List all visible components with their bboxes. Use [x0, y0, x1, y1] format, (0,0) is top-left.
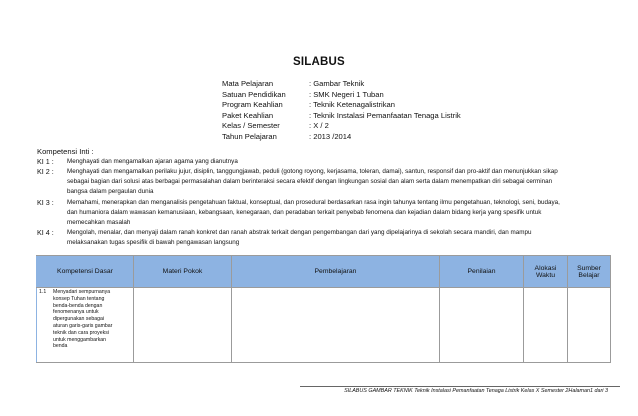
- kd-line: Menyadari sempurnanya: [53, 289, 111, 295]
- meta-row: [222, 79, 461, 90]
- kd-line: konsep Tuhan tentang: [53, 295, 105, 302]
- table-row: [37, 288, 611, 363]
- ki-4: [37, 228, 607, 248]
- kd-line: benda: [53, 343, 68, 350]
- cell-alokasi-waktu: [524, 288, 568, 363]
- ki-1: [37, 157, 607, 167]
- meta-row: [222, 132, 461, 143]
- ki-code: KI 3 :: [37, 198, 54, 207]
- meta-value: : Teknik Ketenagalistrikan: [309, 100, 395, 109]
- meta-value: : 2013 /2014: [309, 131, 352, 141]
- ki-line: memecahkan masalah: [67, 219, 131, 227]
- cell-sumber-belajar: [568, 288, 611, 363]
- meta-block: [222, 79, 461, 142]
- ki-line: Memahami, menerapkan dan menganalisis pengetahuan faktual, konseptual, dan prosedural berdasarkan rasa ingin tahunya tentang ilmu pengetahuan, teknologi, seni, budaya,: [67, 199, 560, 206]
- header-sumber-line1: Sumber: [577, 264, 601, 272]
- kompetensi-inti-heading: Kompetensi Inti :: [37, 147, 94, 156]
- cell-penilaian: [440, 288, 524, 363]
- meta-row: [222, 111, 461, 122]
- table-header-row: [37, 256, 611, 288]
- ki-text: [67, 157, 607, 167]
- meta-row: [222, 121, 461, 132]
- page-footer: [300, 386, 620, 398]
- kd-line: fenomenanya untuk: [53, 309, 99, 316]
- kd-line: dipergunakan sebagai: [53, 316, 105, 323]
- ki-line: bangsa dalam pergaulan dunia: [67, 188, 154, 196]
- meta-label: Tahun Pelajaran: [222, 131, 277, 141]
- header-pembelajaran: Pembelajaran: [232, 256, 440, 288]
- kd-line: benda-benda dengan: [53, 302, 103, 309]
- ki-line: sebagai bagian dari solusi atas berbagai permasalahan dalam berinteraksi secara efektif dengan lingkungan sosial dan alam serta dalam menempatkan diri sebagai cerminan: [67, 178, 553, 186]
- meta-row: [222, 90, 461, 101]
- ki-text: [67, 198, 607, 229]
- document-title: SILABUS: [293, 56, 345, 68]
- ki-line: dan humaniora dalam wawasan kemanusiaan, kebangsaan, kenegaraan, dan peradaban terkait penyebab fenomena dan kejadian dalam bidang kerja yang spesifik untuk: [67, 209, 542, 217]
- footer-text: [344, 388, 608, 394]
- kd-line: aturan garis-garis gambar: [53, 322, 113, 329]
- meta-label: Paket Keahlian: [222, 110, 274, 120]
- kd-line: teknik dan cara proyeksi: [53, 329, 109, 336]
- ki-line: Mengolah, menalar, dan menyaji dalam ranah konkret dan ranah abstrak terkait dengan pengembangan dari yang dipelajarinya di sekolah secara mandiri, dan mampu: [67, 229, 532, 236]
- meta-label: Kelas / Semester: [222, 121, 280, 130]
- kd-line: untuk menggambarkan: [53, 336, 107, 343]
- header-penilaian: Penilaian: [440, 256, 524, 288]
- cell-materi-pokok: [134, 288, 232, 363]
- footer-right: Teknik Instalasi Pemanfaatan Tenaga Listrik Kelas X Semester 2Halaman1 dari 3: [414, 388, 608, 394]
- footer-left: SILABUS GAMBAR TEKNIK: [344, 388, 413, 394]
- header-alokasi-line2: Waktu: [535, 271, 555, 279]
- meta-value: : Gambar Teknik: [309, 79, 365, 88]
- header-alokasi-waktu: [524, 256, 568, 288]
- kd-text: [53, 289, 115, 350]
- ki-3: [37, 198, 607, 229]
- ki-line: Menghayati dan mengamalkan ajaran agama yang dianutnya: [67, 158, 238, 165]
- header-sumber-line2: Belajar: [578, 271, 600, 279]
- ki-code: KI 2 :: [37, 167, 54, 176]
- footer-rule: [300, 386, 620, 387]
- header-alokasi-line1: Alokasi: [534, 264, 557, 272]
- kd-number: 1.1: [39, 289, 47, 295]
- cell-pembelajaran: [232, 288, 440, 363]
- ki-text: [67, 228, 607, 248]
- ki-line: melaksanakan tugas spesifik di bawah pengawasan langsung: [67, 239, 240, 247]
- meta-label: Satuan Pendidikan: [222, 89, 286, 99]
- header-materi-pokok: Materi Pokok: [134, 256, 232, 288]
- meta-value: : SMK Negeri 1 Tuban: [309, 89, 384, 99]
- ki-text: [67, 167, 607, 198]
- header-kompetensi-dasar: Kompetensi Dasar: [37, 256, 134, 288]
- header-sumber-belajar: [568, 256, 611, 288]
- ki-2: [37, 167, 607, 198]
- ki-line: Menghayati dan mengamalkan perilaku jujur, disiplin, tanggungjawab, peduli (gotong royong, kerjasama, toleran, damai), santun, responsif dan pro-aktif dan menunjukkan sikap: [67, 168, 558, 175]
- cell-kompetensi-dasar: [37, 288, 134, 363]
- meta-value: : Teknik Instalasi Pemanfaatan Tenaga Listrik: [309, 110, 461, 120]
- ki-code: KI 1 :: [37, 157, 54, 166]
- meta-row: [222, 100, 461, 111]
- silabus-table: [36, 255, 611, 363]
- ki-code: KI 4 :: [37, 228, 54, 237]
- meta-value: : X / 2: [309, 121, 329, 130]
- meta-label: Mata Pelajaran: [222, 79, 274, 88]
- meta-label: Program Keahlian: [222, 100, 283, 109]
